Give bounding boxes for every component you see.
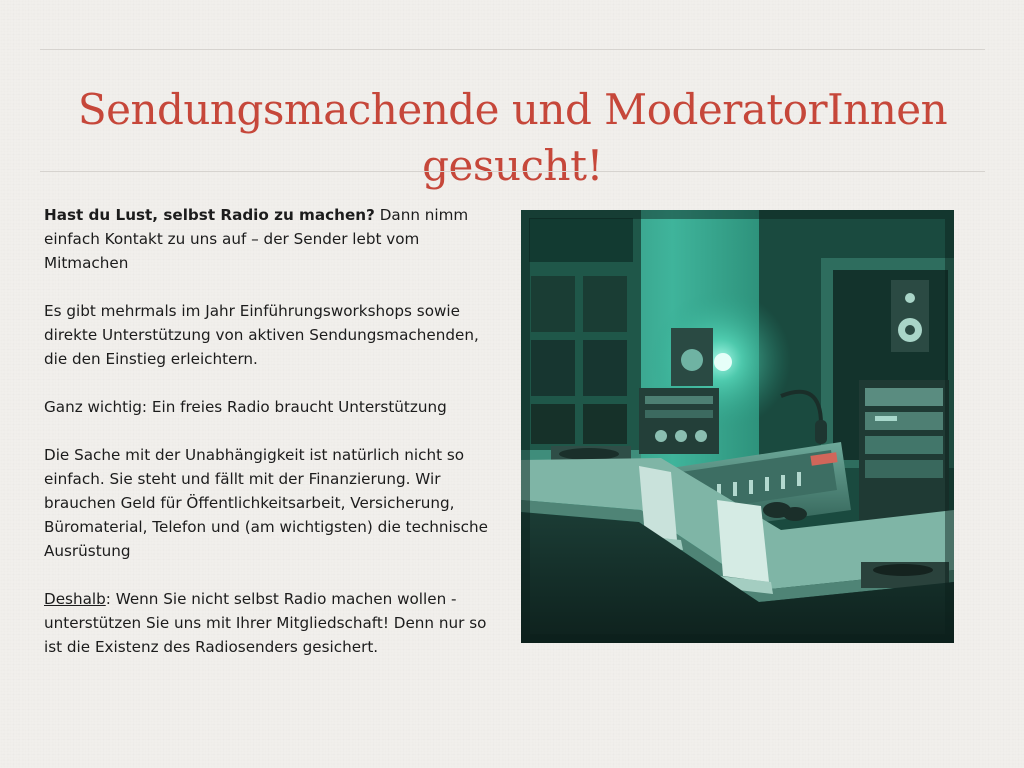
top-divider: [40, 49, 985, 50]
intro-question: Hast du Lust, selbst Radio zu machen?: [44, 206, 375, 224]
financing-paragraph: Die Sache mit der Unabhängigkeit ist natürlich nicht so einfach. Sie steht und fällt mit der Finanzierung. Wir brauchen Geld für Öffentlichkeitsarbeit, Versicherung, Büromaterial, Telefon und (am wichtigsten) die technische Ausrüstung: [44, 446, 488, 560]
workshop-paragraph: Es gibt mehrmals im Jahr Einführungsworkshops sowie direkte Unterstützung von aktiven Sendungsmachenden, die den Einstieg erleichtern.: [44, 302, 479, 368]
membership-paragraph: [44, 587, 502, 659]
membership-text: : Wenn Sie nicht selbst Radio machen wollen - unterstützen Sie uns mit Ihrer Mitgliedschaft! Denn nur so ist die Existenz des Radiosenders gesichert.: [44, 590, 487, 656]
slide-body: [44, 203, 502, 683]
radio-studio-photo: [521, 210, 954, 643]
studio-illustration: [521, 210, 954, 643]
title-divider: [40, 171, 985, 172]
support-heading: Ganz wichtig: Ein freies Radio braucht Unterstützung: [44, 398, 447, 416]
deshalb-label: Deshalb: [44, 590, 106, 608]
slide-title: Sendungsmachende und ModeratorInnen gesucht!: [77, 85, 948, 190]
intro-text: Dann nimm einfach Kontakt zu uns auf – der Sender lebt vom Mitmachen: [44, 206, 469, 272]
intro-paragraph: [44, 203, 502, 275]
